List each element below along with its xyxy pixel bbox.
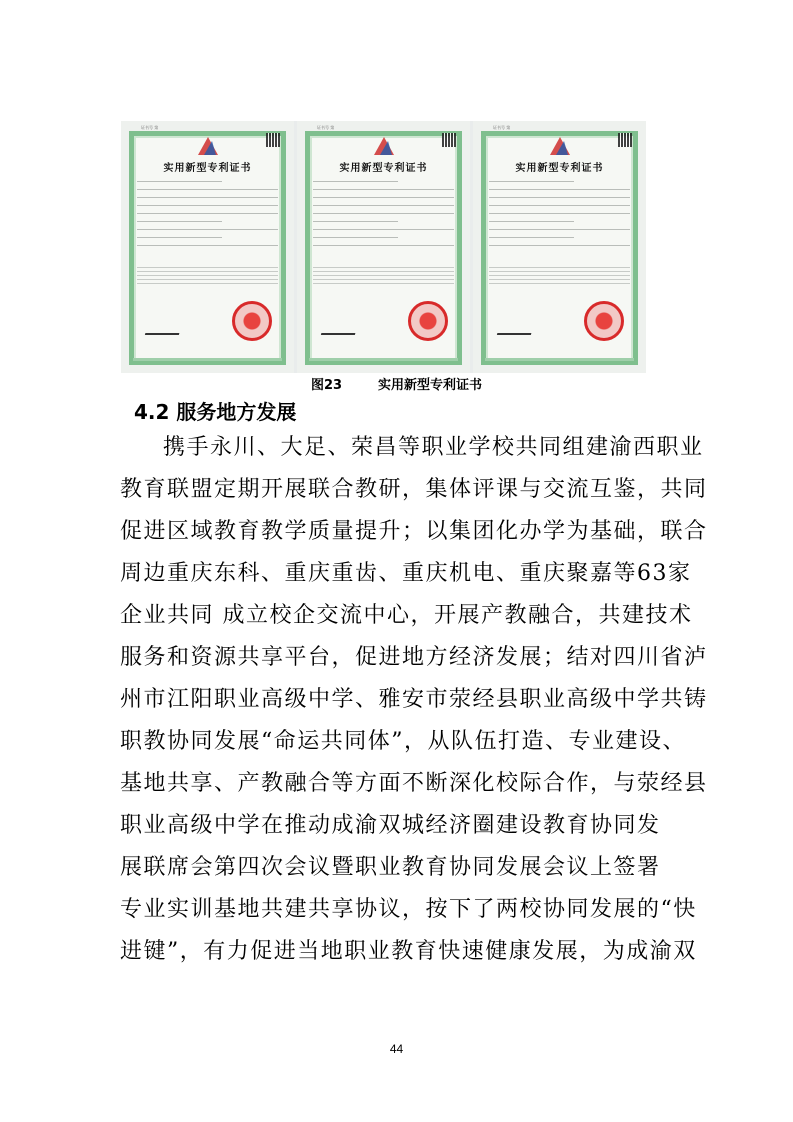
paragraph-line: 企业共同 成立校企交流中心，开展产教融合，共建技术 [120,603,693,628]
certificate-details [313,181,454,253]
paragraph-line: 促进区域教育教学质量提升；以集团化办学为基础，联合 [120,519,708,544]
certificate-number: 证书号 第 [493,125,511,130]
director-signature [145,319,183,335]
paragraph-line: 基地共享、产教融合等方面不断深化校际合作，与荥经县 [120,771,708,796]
paragraph-line: 专业实训基地共建共享协议，按下了两校协同发展的“快 [120,897,697,922]
cnipa-logo-icon [370,135,398,157]
paragraph-line: 周边重庆东科、重庆重齿、重庆机电、重庆聚嘉等63家 [120,561,692,586]
paragraph-line: 进键”，有力促进当地职业教育快速健康发展，为成渝双 [120,939,697,964]
certificate-number: 证书号 第 [317,125,335,130]
certificate-details [137,181,278,253]
paragraph-line: 职业高级中学在推动成渝双城经济圈建设教育协同发 [120,813,661,838]
qr-code-icon [442,133,456,147]
certificate-body-text [313,267,454,285]
paragraph-line: 职教协同发展“命运共同体”，从队伍打造、专业建设、 [120,729,686,754]
certificate-title: 实用新型专利证书 [515,163,604,174]
figure-caption [0,374,793,393]
certificate-footer [133,358,282,361]
certificate-details [489,181,630,253]
cnipa-logo-icon [194,135,222,157]
certificate-body-text [489,267,630,285]
certificate-title: 实用新型专利证书 [339,163,428,174]
patent-certificate [473,121,646,373]
director-signature [497,319,535,335]
qr-code-icon [618,133,632,147]
cnipa-logo-icon [546,135,574,157]
section-heading: 4.2 服务地方发展 [134,400,297,424]
certificate-footer [485,358,634,361]
figure-caption-text: 实用新型专利证书 [378,378,483,393]
director-signature [321,319,359,335]
official-seal-icon [408,301,448,341]
certificate-body-text [137,267,278,285]
patent-certificates-image [121,121,646,373]
certificate-title: 实用新型专利证书 [163,163,252,174]
official-seal-icon [584,301,624,341]
certificate-footer [309,358,458,361]
qr-code-icon [266,133,280,147]
page-number: 44 [389,1042,404,1056]
figure-caption-number: 图23 [310,378,343,393]
official-seal-icon [232,301,272,341]
certificate-number: 证书号 第 [141,125,159,130]
paragraph-line: 州市江阳职业高级中学、雅安市荥经县职业高级中学共铸 [120,687,708,712]
paragraph-line: 展联席会第四次会议暨职业教育协同发展会议上签署 [120,855,661,880]
paragraph-line: 服务和资源共享平台，促进地方经济发展；结对四川省泸 [120,645,708,670]
paragraph-line: 教育联盟定期开展联合教研，集体评课与交流互鉴，共同 [120,477,708,502]
paragraph-line: 携手永川、大足、荣昌等职业学校共同组建渝西职业 [163,435,704,460]
patent-certificate [297,121,470,373]
patent-certificate [121,121,294,373]
